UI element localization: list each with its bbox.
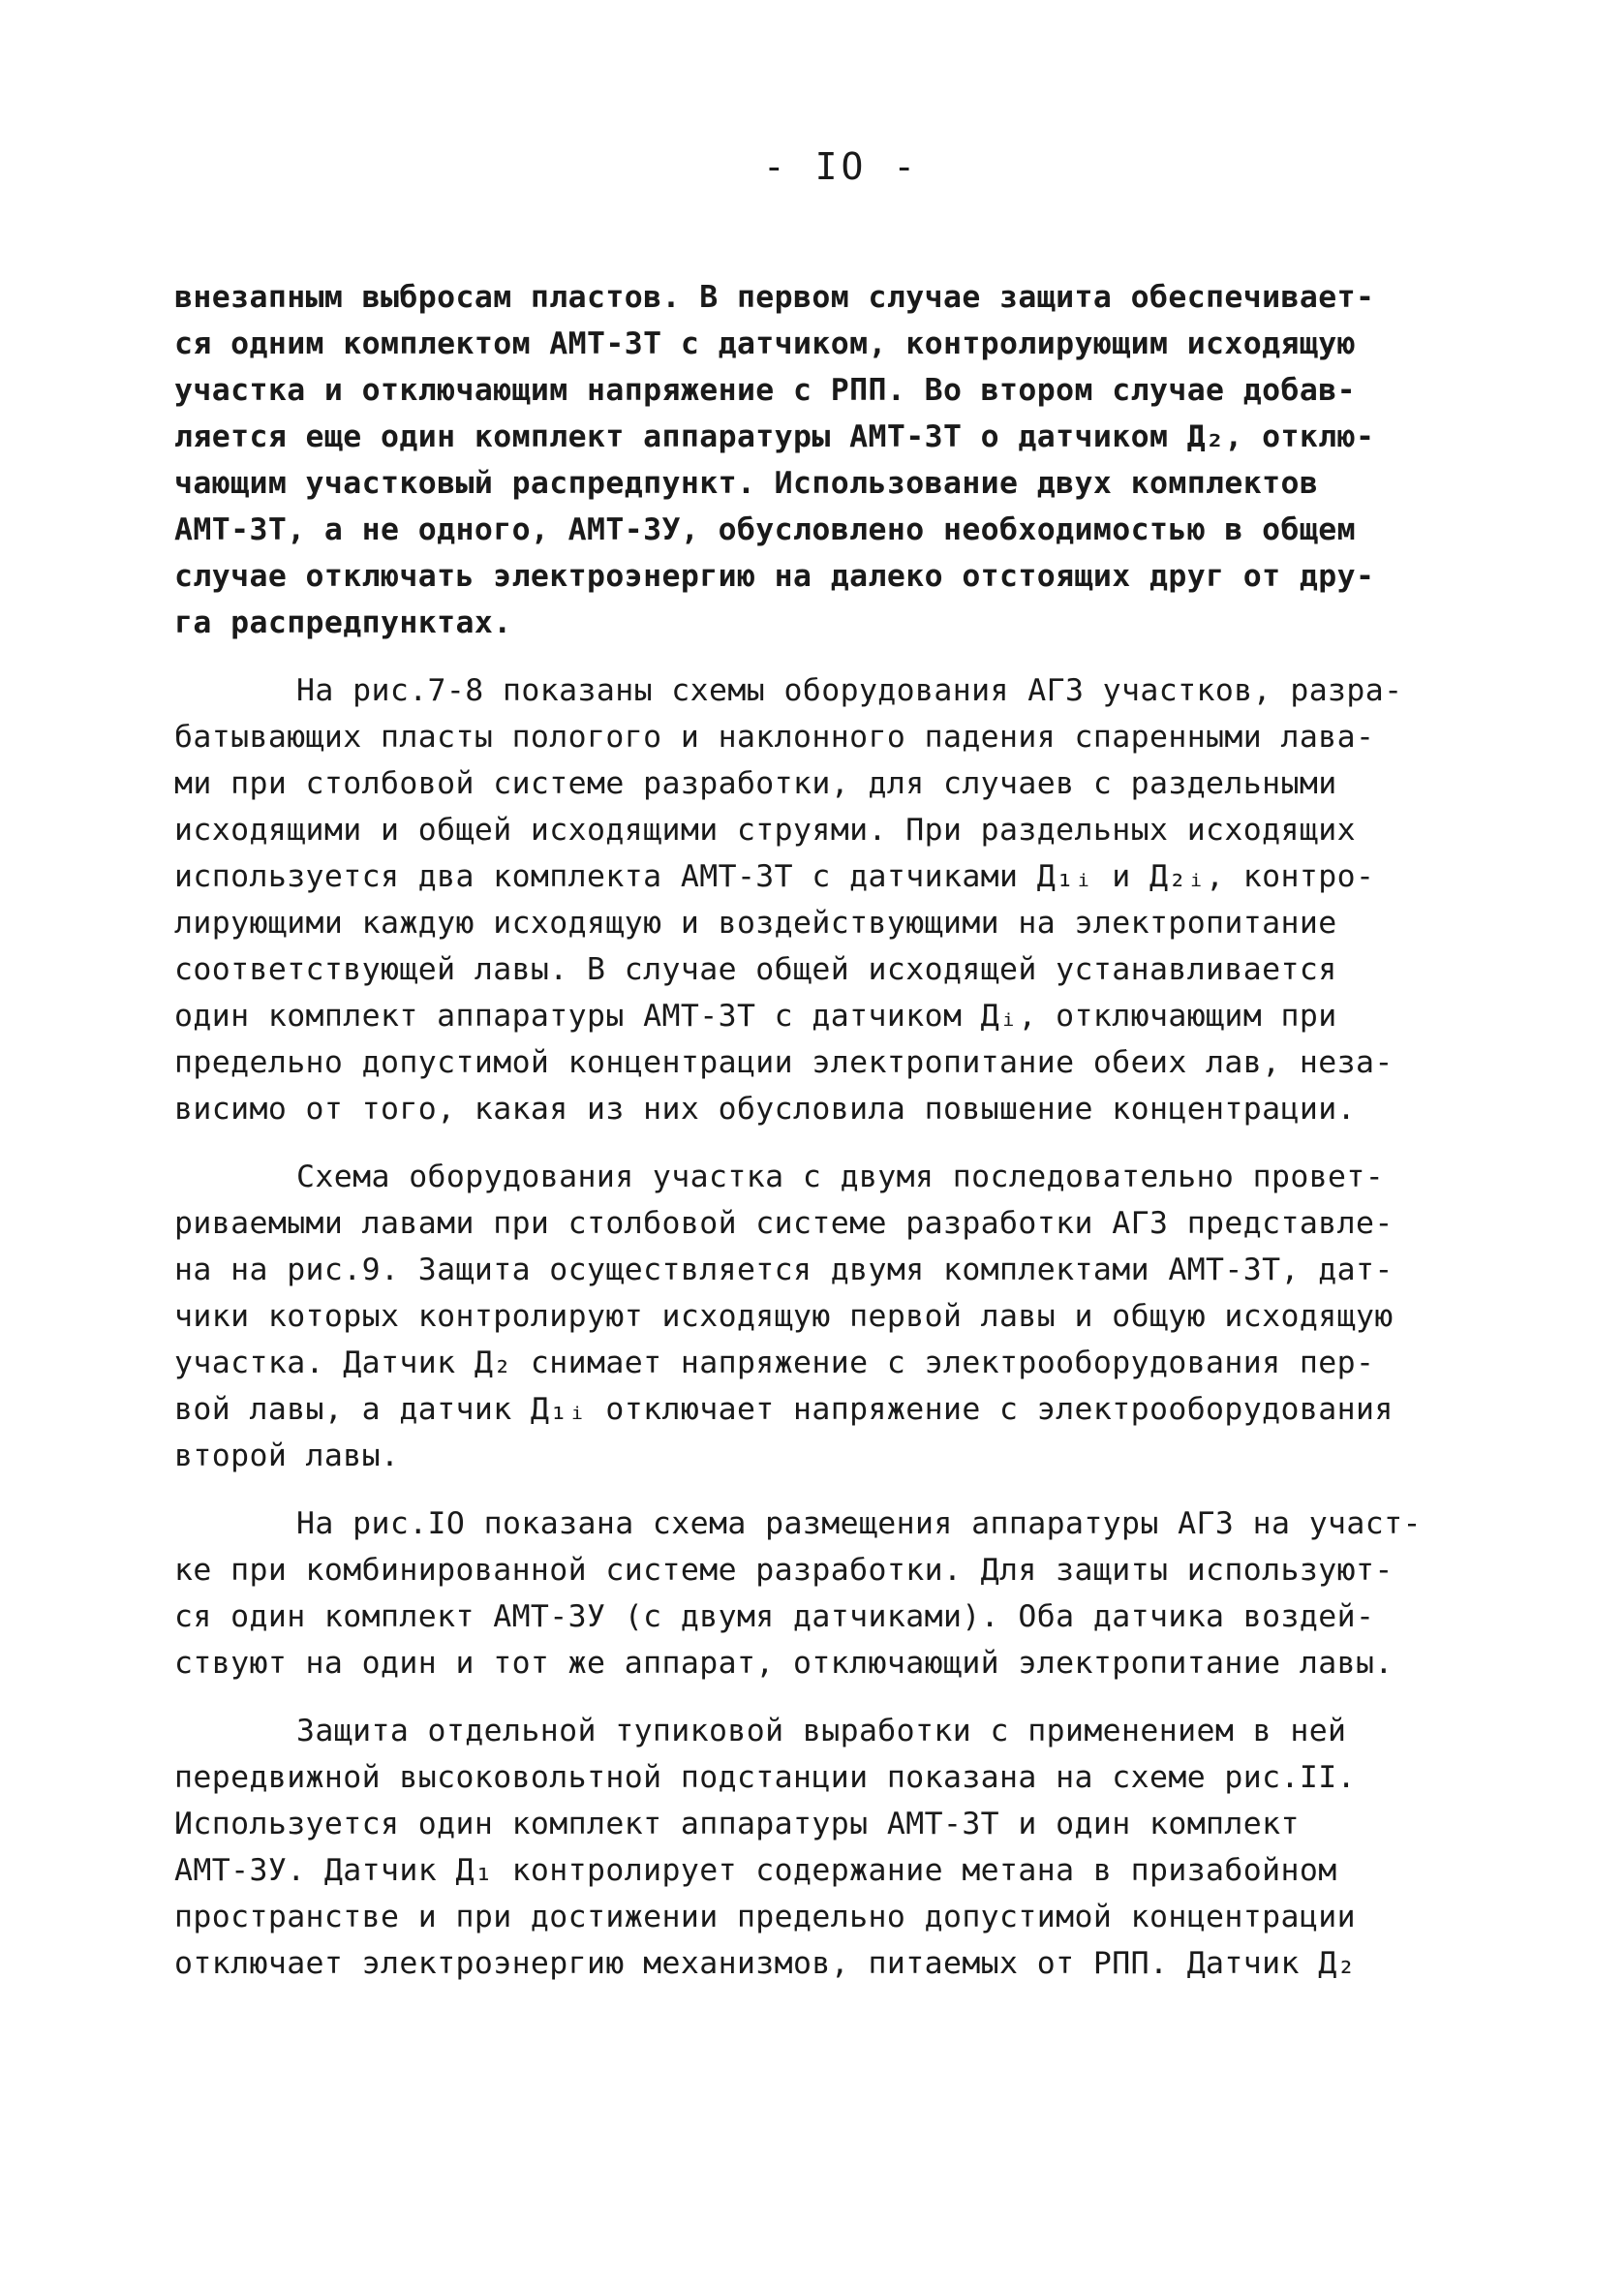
text-line: используется два комплекта АМТ-3Т с датчиками Д₁ᵢ и Д₂ᵢ, контро-	[174, 859, 1375, 894]
text-line: ся одним комплектом АМТ-3Т с датчиком, контролирующим исходящую	[174, 326, 1356, 361]
text-line: На рис.7-8 показаны схемы оборудования АГЗ участков, разра-	[296, 673, 1403, 708]
text-line: ляется еще один комплект аппаратуры АМТ-3Т о датчиком Д₂, отклю-	[174, 419, 1375, 454]
text-line: висимо от того, какая из них обусловила повышение концентрации.	[174, 1092, 1356, 1127]
text-line: батывающих пласты пологого и наклонного падения спаренными лава-	[174, 720, 1375, 755]
text-line: чающим участковый распредпункт. Использование двух комплектов	[174, 466, 1319, 501]
paragraph-4	[174, 1500, 1472, 1686]
text-line: предельно допустимой концентрации электропитание обеих лав, неза-	[174, 1045, 1394, 1080]
text-line: участка. Датчик Д₂ снимает напряжение с электрооборудования пер-	[174, 1346, 1375, 1380]
text-line: лирующими каждую исходящую и воздействующими на электропитание	[174, 906, 1337, 941]
text-line: соответствующей лавы. В случае общей исходящей устанавливается	[174, 952, 1337, 987]
paragraph-5	[174, 1708, 1472, 1987]
text-line: На рис.IO показана схема размещения аппаратуры АГЗ на участ-	[296, 1506, 1422, 1541]
text-line: вой лавы, а датчик Д₁ᵢ отключает напряжение с электрооборудования	[174, 1392, 1394, 1427]
page-number: - IO -	[762, 145, 920, 188]
text-line: ми при столбовой системе разработки, для случаев с раздельными	[174, 766, 1337, 801]
text-line: пространстве и при достижении предельно допустимой концентрации	[174, 1900, 1356, 1934]
text-line: чики которых контролируют исходящую первой лавы и общую исходящую	[174, 1299, 1394, 1334]
text-line: на на рис.9. Защита осуществляется двумя комплектами АМТ-3Т, дат-	[174, 1253, 1394, 1287]
text-line: внезапным выбросам пластов. В первом случае защита обеспечивает-	[174, 280, 1375, 315]
text-line: Защита отдельной тупиковой выработки с применением в ней	[296, 1714, 1347, 1748]
text-line: риваемыми лавами при столбовой системе разработки АГЗ представле-	[174, 1206, 1394, 1241]
text-line: Схема оборудования участка с двумя последовательно провет-	[296, 1160, 1385, 1194]
text-line: случае отключать электроэнергию на далеко отстоящих друг от дру-	[174, 559, 1375, 594]
text-line: АМТ-3Т, а не одного, АМТ-3У, обусловлено необходимостью в общем	[174, 512, 1356, 547]
text-line: один комплект аппаратуры АМТ-3Т с датчиком Дᵢ, отключающим при	[174, 999, 1337, 1034]
text-line: отключает электроэнергию механизмов, питаемых от РПП. Датчик Д₂	[174, 1946, 1356, 1981]
text-line: ся один комплект АМТ-3У (с двумя датчиками). Оба датчика воздей-	[174, 1599, 1375, 1634]
text-line: участка и отключающим напряжение с РПП. Во втором случае добав-	[174, 373, 1356, 408]
text-line: ке при комбинированной системе разработки. Для защиты используют-	[174, 1553, 1394, 1588]
text-line: га распредпунктах.	[174, 605, 512, 640]
text-line: ствуют на один и тот же аппарат, отключающий электропитание лавы.	[174, 1646, 1394, 1681]
text-line: исходящими и общей исходящими струями. При раздельных исходящих	[174, 813, 1356, 848]
paragraph-2	[174, 667, 1472, 1132]
text-line: второй лавы.	[174, 1438, 400, 1473]
paragraph-3	[174, 1154, 1472, 1479]
text-line: Используется один комплект аппаратуры АМТ-3Т и один комплект	[174, 1807, 1300, 1841]
text-line: АМТ-3У. Датчик Д₁ контролирует содержание метана в призабойном	[174, 1853, 1337, 1888]
paragraph-1	[174, 274, 1472, 646]
body-text	[174, 274, 1472, 2008]
text-line: передвижной высоковольтной подстанции показана на схеме рис.II.	[174, 1760, 1356, 1795]
